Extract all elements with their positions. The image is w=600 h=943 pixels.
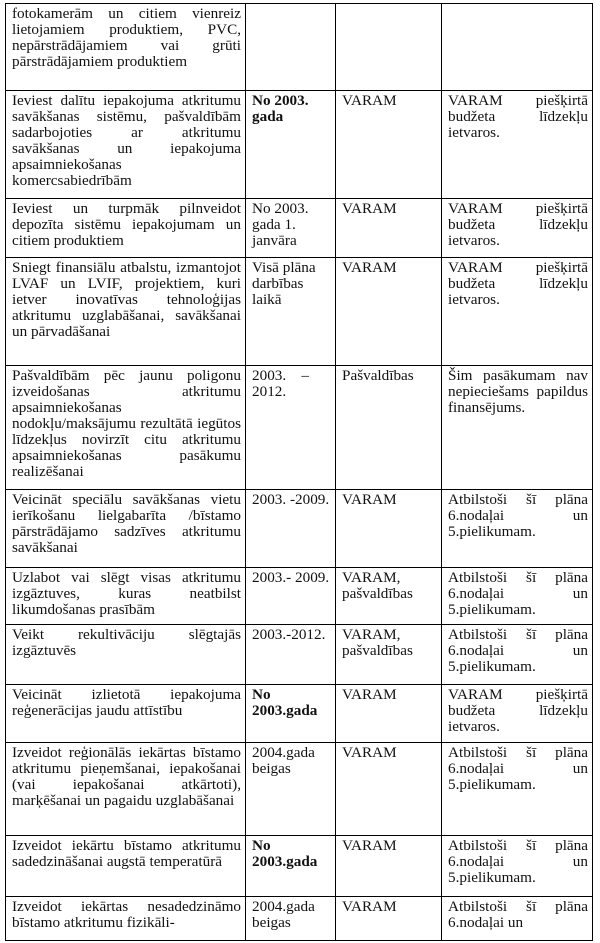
funding-cell: Atbilstoši šī plāna 6.nodaļai un <box>442 897 593 941</box>
table-row <box>6 258 593 366</box>
funding-cell: Atbilstoši šī plāna 6.nodaļai un 5.pielikumam. <box>442 836 593 897</box>
responsible-cell: VARAM <box>336 91 442 199</box>
responsible-cell: VARAM <box>336 685 442 743</box>
table-row <box>6 685 593 743</box>
table-row <box>6 91 593 199</box>
funding-cell: VARAM piešķirtā budžeta līdzekļu ietvaros. <box>442 258 593 366</box>
funding-cell: Šim pasākumam nav nepieciešams papildus finansējums. <box>442 366 593 490</box>
term-cell: 2004.gada beigas <box>246 897 336 941</box>
funding-cell <box>442 4 593 91</box>
table-row <box>6 199 593 258</box>
term-cell: No 2003. gada <box>246 91 336 199</box>
table-row <box>6 490 593 568</box>
table-row <box>6 743 593 836</box>
activity-cell: Veicināt izlietotā iepakojuma reģenerācijas jaudu attīstību <box>6 685 246 743</box>
responsible-cell: VARAM <box>336 199 442 258</box>
funding-cell: VARAM piešķirtā budžeta līdzekļu ietvaros. <box>442 199 593 258</box>
responsible-cell <box>336 4 442 91</box>
activity-cell: Izveidot iekārtas nesadedzināmo bīstamo atkritumu fizikāli- <box>6 897 246 941</box>
activity-cell: Uzlabot vai slēgt visas atkritumu izgāztuves, kuras neatbilst likumdošanas prasībām <box>6 568 246 625</box>
responsible-cell: VARAM, pašvaldības <box>336 568 442 625</box>
term-cell: Visā plāna darbības laikā <box>246 258 336 366</box>
term-cell: No 2003.gada <box>246 685 336 743</box>
table-row <box>6 897 593 941</box>
term-cell: 2003.- 2009. <box>246 568 336 625</box>
responsible-cell: VARAM <box>336 490 442 568</box>
responsible-cell: Pašvaldības <box>336 366 442 490</box>
responsible-cell: VARAM <box>336 743 442 836</box>
term-cell: 2003. – 2012. <box>246 366 336 490</box>
activity-cell: Ieviest dalītu iepakojuma atkritumu savākšanas sistēmu, pašvaldībām sadarbojoties ar atkritumu savākšanas un iepakojuma apsaimniekošanas komercsabiedrībām <box>6 91 246 199</box>
responsible-cell: VARAM <box>336 897 442 941</box>
activity-cell: Izveidot reģionālās iekārtas bīstamo atkritumu pieņemšanai, iepakošanai (vai iepakošanai atkārtoti), marķēšanai un pagaidu uzglabāšanai <box>6 743 246 836</box>
measures-table <box>5 3 593 941</box>
funding-cell: Atbilstoši šī plāna 6.nodaļai un 5.pielikumam. <box>442 625 593 685</box>
funding-cell: VARAM piešķirtā budžeta līdzekļu ietvaros. <box>442 685 593 743</box>
table-row <box>6 836 593 897</box>
activity-cell: Ieviest un turpmāk pilnveidot depozīta sistēmu iepakojumam un citiem produktiem <box>6 199 246 258</box>
funding-cell: Atbilstoši šī plāna 6.nodaļai un 5.pielikumam. <box>442 568 593 625</box>
funding-cell: VARAM piešķirtā budžeta līdzekļu ietvaros. <box>442 91 593 199</box>
term-cell: No 2003. gada 1. janvāra <box>246 199 336 258</box>
term-cell: 2003.-2012. <box>246 625 336 685</box>
funding-cell: Atbilstoši šī plāna 6.nodaļai un 5.pielikumam. <box>442 490 593 568</box>
activity-cell: Sniegt finansiālu atbalstu, izmantojot LVAF un LVIF, projektiem, kuri ietver inovatīvas tehnoloģijas atkritumu uzglabāšanai, savākšanai un pārvadāšanai <box>6 258 246 366</box>
term-cell: No 2003.gada <box>246 836 336 897</box>
responsible-cell: VARAM <box>336 258 442 366</box>
activity-cell: fotokamerām un citiem vienreiz lietojamiem produktiem, PVC, nepārstrādājamiem vai grūti pārstrādājamiem produktiem <box>6 4 246 91</box>
term-cell: 2003. -2009. <box>246 490 336 568</box>
table-row <box>6 625 593 685</box>
term-cell <box>246 4 336 91</box>
responsible-cell: VARAM, pašvaldības <box>336 625 442 685</box>
table-row <box>6 4 593 91</box>
activity-cell: Izveidot iekārtu bīstamo atkritumu sadedzināšanai augstā temperatūrā <box>6 836 246 897</box>
activity-cell: Veikt rekultivāciju slēgtajās izgāztuvēs <box>6 625 246 685</box>
table-row <box>6 568 593 625</box>
table-row <box>6 366 593 490</box>
funding-cell: Atbilstoši šī plāna 6.nodaļai un 5.pielikumam. <box>442 743 593 836</box>
activity-cell: Veicināt speciālu savākšanas vietu ierīkošanu lielgabarīta /bīstamo pārstrādājamo sadzīves atkritumu savākšanai <box>6 490 246 568</box>
term-cell: 2004.gada beigas <box>246 743 336 836</box>
activity-cell: Pašvaldībām pēc jaunu poligonu izveidošanas atkritumu apsaimniekošanas nodokļu/maksājumu rezultātā iegūtos līdzekļus novirzīt citu atkritumu apsaimniekošanas pasākumu realizēšanai <box>6 366 246 490</box>
responsible-cell: VARAM <box>336 836 442 897</box>
